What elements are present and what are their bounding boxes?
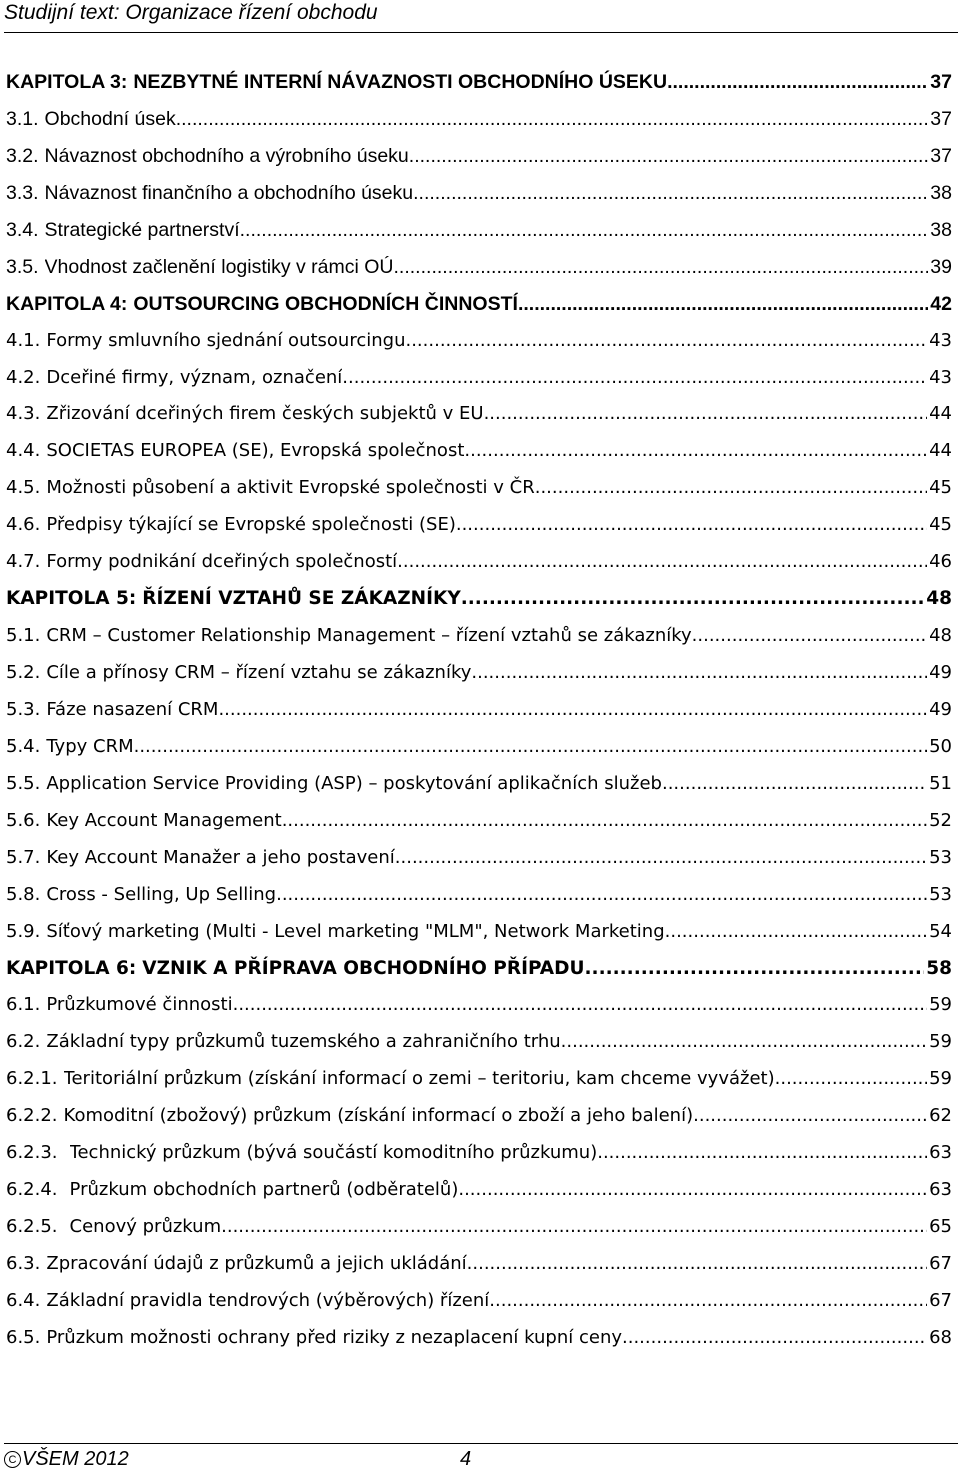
toc-number: 6.5. <box>6 1326 41 1348</box>
toc-title: Typy CRM <box>46 735 134 757</box>
toc-number: KAPITOLA 5: <box>6 588 137 610</box>
toc-leader <box>394 249 929 286</box>
toc-leader <box>461 581 925 618</box>
table-of-contents <box>6 64 952 1357</box>
toc-leader <box>342 360 927 397</box>
toc-title: Cíle a přínosy CRM – řízení vztahu se zákazníky <box>46 662 472 683</box>
toc-number: 6.2.2. <box>6 1105 58 1127</box>
toc-leader <box>667 64 928 101</box>
toc-page: 65 <box>929 1216 952 1238</box>
toc-leader <box>395 840 927 877</box>
toc-leader <box>464 433 927 470</box>
toc-page: 50 <box>929 735 952 757</box>
toc-leader <box>692 618 927 655</box>
page-header <box>4 0 958 33</box>
toc-title: Zřizování dceřiných firem českých subjektů v EU <box>46 403 484 425</box>
toc-page: 59 <box>929 994 952 1016</box>
toc-entry-6-2-1[interactable] <box>6 1061 952 1098</box>
toc-entry-3-1[interactable] <box>6 101 952 138</box>
toc-entry-4-4[interactable] <box>6 433 952 470</box>
toc-number: 6.2.4. <box>6 1179 58 1201</box>
toc-chapter-5[interactable] <box>6 581 952 618</box>
toc-entry-6-1[interactable] <box>6 987 952 1024</box>
toc-title: Formy podnikání dceřiných společností <box>46 551 398 573</box>
toc-leader <box>775 1061 927 1098</box>
toc-leader <box>665 914 927 951</box>
toc-leader <box>471 655 927 692</box>
toc-leader <box>176 101 929 138</box>
toc-page: 52 <box>929 809 952 831</box>
toc-leader <box>405 323 927 360</box>
toc-page: 48 <box>926 588 952 610</box>
toc-title: Komoditní (zbožový) průzkum (získání informací o zboží a jeho balení) <box>63 1105 694 1127</box>
toc-number: 6.2.1. <box>6 1068 58 1090</box>
toc-entry-6-2-4[interactable] <box>6 1172 952 1209</box>
toc-leader <box>134 729 927 766</box>
toc-entry-5-8[interactable] <box>6 877 952 914</box>
toc-leader <box>409 138 929 175</box>
toc-number: 3.5. <box>6 255 39 278</box>
toc-leader <box>489 1283 927 1320</box>
toc-entry-5-4[interactable] <box>6 729 952 766</box>
toc-page: 44 <box>929 403 952 425</box>
toc-page: 67 <box>929 1289 952 1311</box>
footer-copyright <box>4 1448 129 1471</box>
toc-title: Návaznost obchodního a výrobního úseku <box>44 144 409 167</box>
toc-page: 54 <box>929 920 952 942</box>
toc-number: 5.5. <box>6 772 41 794</box>
toc-page: 59 <box>929 1031 952 1053</box>
toc-page: 51 <box>929 772 952 794</box>
toc-title: NEZBYTNÉ INTERNÍ NÁVAZNOSTI OBCHODNÍHO ÚSEKU <box>133 71 668 93</box>
toc-page: 37 <box>930 144 952 167</box>
toc-entry-5-5[interactable] <box>6 766 952 803</box>
toc-page: 43 <box>929 366 952 388</box>
toc-page: 44 <box>929 440 952 462</box>
toc-chapter-3[interactable] <box>6 64 952 101</box>
toc-entry-5-2[interactable] <box>6 655 952 692</box>
toc-title: Vhodnost začlenění logistiky v rámci OÚ <box>44 255 394 278</box>
toc-number: 4.4. <box>6 440 41 462</box>
toc-page: 46 <box>929 551 952 573</box>
toc-chapter-6[interactable] <box>6 951 952 988</box>
toc-entry-4-3[interactable] <box>6 396 952 433</box>
toc-entry-6-3[interactable] <box>6 1246 952 1283</box>
toc-leader <box>456 507 927 544</box>
toc-number: 5.3. <box>6 698 41 720</box>
toc-leader <box>233 987 928 1024</box>
toc-number: 5.7. <box>6 846 41 868</box>
toc-title: OUTSOURCING OBCHODNÍCH ČINNOSTÍ <box>133 292 518 315</box>
toc-number: 6.4. <box>6 1289 41 1311</box>
toc-number: 4.2. <box>6 366 41 388</box>
toc-leader <box>240 212 929 249</box>
toc-title: Key Account Management <box>46 809 282 831</box>
toc-page: 53 <box>929 846 952 868</box>
toc-title: Síťový marketing (Multi - Level marketing "MLM", Network Marketing <box>46 920 665 942</box>
toc-title: ŘÍZENÍ VZTAHŮ SE ZÁKAZNÍKY <box>142 588 461 610</box>
toc-page: 68 <box>929 1326 952 1348</box>
toc-page: 59 <box>929 1068 952 1090</box>
toc-leader <box>397 544 927 581</box>
toc-entry-6-2-5[interactable] <box>6 1209 952 1246</box>
toc-chapter-4[interactable] <box>6 286 952 323</box>
toc-page: 63 <box>929 1142 952 1164</box>
toc-page: 53 <box>929 883 952 905</box>
toc-entry-6-5[interactable] <box>6 1320 952 1357</box>
toc-title: CRM – Customer Relationship Management – řízení vztahů se zákazníky <box>46 625 692 647</box>
toc-title: Návaznost finančního a obchodního úseku <box>44 181 414 204</box>
toc-title: Strategické partnerství <box>44 218 240 241</box>
toc-entry-4-2[interactable] <box>6 360 952 397</box>
toc-title: Dceřiné firmy, význam, označení <box>46 366 343 388</box>
toc-number: 6.3. <box>6 1253 41 1274</box>
toc-entry-5-3[interactable] <box>6 692 952 729</box>
toc-title: Základní typy průzkumů tuzemského a zahraničního trhu <box>46 1031 561 1053</box>
toc-number: 5.6. <box>6 809 41 831</box>
toc-entry-3-4[interactable] <box>6 212 952 249</box>
toc-number: 6.2.5. <box>6 1216 58 1238</box>
toc-leader <box>413 175 928 212</box>
toc-number: 5.4. <box>6 735 41 757</box>
toc-number: 4.1. <box>6 329 41 351</box>
toc-page: 58 <box>926 957 952 979</box>
toc-entry-3-2[interactable] <box>6 138 952 175</box>
toc-leader <box>518 286 928 323</box>
toc-title: Obchodní úsek <box>44 107 176 130</box>
toc-title: Průzkum možnosti ochrany před riziky z nezaplacení kupní ceny <box>46 1326 623 1348</box>
toc-page: 62 <box>929 1105 952 1127</box>
toc-number: 5.2. <box>6 662 41 683</box>
toc-leader <box>218 692 927 729</box>
toc-leader <box>484 396 928 433</box>
toc-entry-5-1[interactable] <box>6 618 952 655</box>
toc-leader <box>467 1246 927 1283</box>
page-footer <box>4 1443 958 1473</box>
toc-title: Technický průzkum (bývá součástí komoditního průzkumu) <box>69 1142 598 1164</box>
toc-entry-4-7[interactable] <box>6 544 952 581</box>
toc-number: 5.1. <box>6 625 41 647</box>
toc-page: 45 <box>929 514 952 536</box>
toc-title: Key Account Manažer a jeho postavení <box>46 846 395 868</box>
toc-title: Fáze nasazení CRM <box>46 698 219 720</box>
toc-page: 49 <box>929 698 952 720</box>
toc-number: 4.6. <box>6 514 41 536</box>
toc-entry-6-2-2[interactable] <box>6 1098 952 1135</box>
toc-number: 5.8. <box>6 883 41 905</box>
toc-entry-3-3[interactable] <box>6 175 952 212</box>
toc-entry-4-1[interactable] <box>6 323 952 360</box>
toc-title: Zpracování údajů z průzkumů a jejich ukládání <box>46 1253 467 1274</box>
toc-title: Cenový průzkum <box>69 1216 222 1238</box>
toc-entry-6-2[interactable] <box>6 1024 952 1061</box>
toc-entry-5-6[interactable] <box>6 803 952 840</box>
toc-entry-4-5[interactable] <box>6 470 952 507</box>
toc-page: 49 <box>929 662 952 683</box>
toc-entry-5-7[interactable] <box>6 840 952 877</box>
toc-number: 3.3. <box>6 181 39 204</box>
toc-number: 3.2. <box>6 144 39 167</box>
toc-page: 43 <box>929 329 952 351</box>
toc-page: 48 <box>929 625 952 647</box>
toc-leader <box>585 951 925 988</box>
toc-title: Předpisy týkající se Evropské společnosti (SE) <box>46 514 456 536</box>
toc-leader <box>622 1320 927 1357</box>
toc-page: 45 <box>929 477 952 499</box>
toc-number: 4.7. <box>6 551 41 573</box>
toc-entry-3-5[interactable] <box>6 249 952 286</box>
toc-leader <box>597 1135 927 1172</box>
footer-page-number: 4 <box>460 1448 472 1470</box>
toc-entry-4-6[interactable] <box>6 507 952 544</box>
toc-title: Průzkum obchodních partnerů (odběratelů) <box>69 1179 459 1201</box>
toc-leader <box>693 1098 927 1135</box>
toc-title: Application Service Providing (ASP) – poskytování aplikačních služeb <box>46 772 662 794</box>
toc-title: Cross - Selling, Up Selling <box>46 883 277 905</box>
toc-page: 42 <box>930 292 952 315</box>
copyright-icon: C <box>4 1451 21 1468</box>
toc-title: Teritoriální průzkum (získání informací o zemi – teritoriu, kam chceme vyvážet) <box>63 1068 775 1090</box>
toc-number: 6.1. <box>6 994 41 1016</box>
toc-title: Základní pravidla tendrových (výběrových) řízení <box>46 1289 490 1311</box>
toc-number: 5.9. <box>6 920 41 942</box>
toc-title: SOCIETAS EUROPEA (SE), Evropská společnost <box>46 440 465 462</box>
toc-leader <box>535 470 927 507</box>
toc-title: Možnosti působení a aktivit Evropské společnosti v ČR <box>46 477 535 499</box>
toc-number: 4.3. <box>6 403 41 425</box>
toc-page: 39 <box>930 255 952 278</box>
toc-number: KAPITOLA 4: <box>6 292 128 315</box>
toc-leader <box>276 877 927 914</box>
toc-entry-6-2-3[interactable] <box>6 1135 952 1172</box>
toc-number: 6.2.3. <box>6 1142 58 1164</box>
toc-title: Průzkumové činnosti <box>46 994 233 1016</box>
toc-page: 63 <box>929 1179 952 1201</box>
toc-number: KAPITOLA 3: <box>6 71 128 93</box>
toc-title: Formy smluvního sjednání outsourcingu <box>46 329 406 351</box>
toc-number: 3.4. <box>6 218 39 241</box>
toc-entry-6-4[interactable] <box>6 1283 952 1320</box>
header-title: Studijní text: Organizace řízení obchodu <box>4 1 378 24</box>
toc-leader <box>221 1209 927 1246</box>
toc-leader <box>662 766 927 803</box>
toc-leader <box>561 1024 927 1061</box>
toc-number: 3.1. <box>6 107 39 130</box>
toc-leader <box>458 1172 927 1209</box>
toc-number: 6.2. <box>6 1031 41 1053</box>
toc-entry-5-9[interactable] <box>6 914 952 951</box>
toc-page: 38 <box>930 218 952 241</box>
toc-page: 67 <box>929 1253 952 1274</box>
toc-page: 37 <box>930 71 952 93</box>
toc-title: VZNIK A PŘÍPRAVA OBCHODNÍHO PŘÍPADU <box>142 957 585 979</box>
footer-org-year: VŠEM 2012 <box>22 1448 129 1470</box>
toc-page: 37 <box>930 107 952 130</box>
toc-page: 38 <box>930 181 952 204</box>
toc-number: 4.5. <box>6 477 41 499</box>
toc-leader <box>282 803 927 840</box>
toc-number: KAPITOLA 6: <box>6 957 137 979</box>
